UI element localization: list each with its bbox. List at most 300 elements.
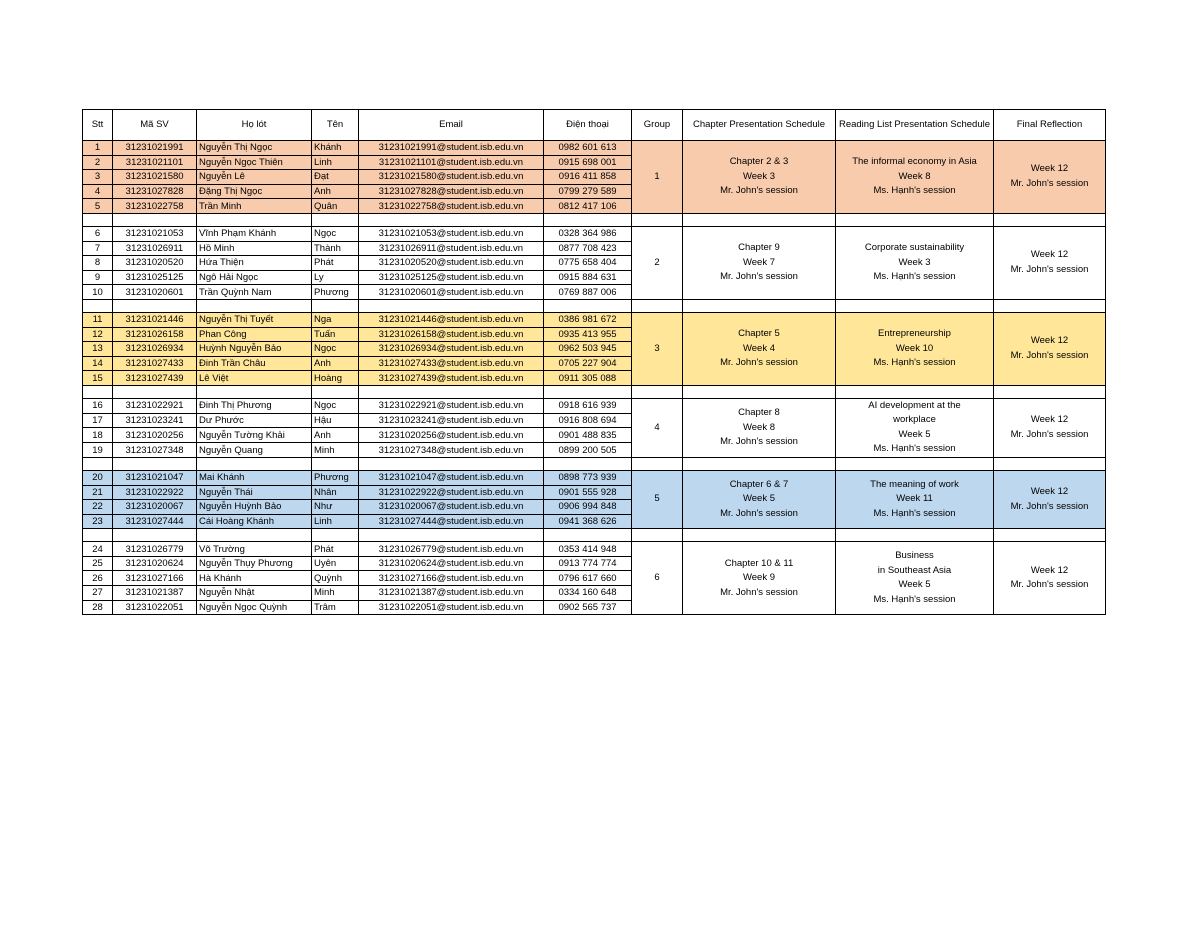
- student-id-cell: 31231023241: [113, 413, 197, 428]
- reading-schedule-cell-line: Week 5: [898, 579, 931, 591]
- student-id-cell: 31231022758: [113, 199, 197, 214]
- separator-cell: [994, 385, 1106, 398]
- ho-lot-cell: Nguyễn Quang: [197, 443, 312, 458]
- phone-cell: 0941 368 626: [544, 514, 632, 529]
- header-row: [83, 110, 1106, 141]
- stt-cell: 16: [83, 398, 113, 413]
- separator-cell: [197, 529, 312, 542]
- group-separator-row: [83, 385, 1106, 398]
- reading-schedule-cell: [836, 470, 994, 528]
- stt-cell: 5: [83, 199, 113, 214]
- phone-cell: 0911 305 088: [544, 371, 632, 386]
- ten-cell: Trâm: [312, 600, 359, 615]
- phone-cell: 0913 774 774: [544, 556, 632, 571]
- student-id-cell: 31231027433: [113, 356, 197, 371]
- table-row: [83, 542, 1106, 557]
- email-cell: 31231021387@student.isb.edu.vn: [359, 586, 544, 601]
- chapter-schedule-cell: [683, 542, 836, 615]
- ten-cell: Khánh: [312, 141, 359, 156]
- separator-cell: [83, 213, 113, 226]
- email-cell: 31231021047@student.isb.edu.vn: [359, 470, 544, 485]
- ten-cell: Anh: [312, 428, 359, 443]
- stt-cell: 22: [83, 500, 113, 515]
- separator-cell: [359, 457, 544, 470]
- email-cell: 31231021053@student.isb.edu.vn: [359, 226, 544, 241]
- separator-cell: [312, 457, 359, 470]
- email-cell: 31231022921@student.isb.edu.vn: [359, 398, 544, 413]
- phone-cell: 0705 227 904: [544, 356, 632, 371]
- phone-cell: 0906 994 848: [544, 500, 632, 515]
- phone-cell: 0334 160 648: [544, 586, 632, 601]
- chapter-schedule-cell-line: Chapter 10 & 11: [724, 557, 794, 569]
- ho-lot-cell: Đinh Trần Châu: [197, 356, 312, 371]
- ho-lot-cell: Ngô Hải Ngọc: [197, 270, 312, 285]
- stt-cell: 11: [83, 312, 113, 327]
- stt-cell: 20: [83, 470, 113, 485]
- separator-cell: [83, 299, 113, 312]
- final-reflection-cell-line: Mr. John's session: [1010, 349, 1089, 361]
- separator-cell: [994, 299, 1106, 312]
- ho-lot-cell: Nguyễn Thái: [197, 485, 312, 500]
- email-cell: 31231026934@student.isb.edu.vn: [359, 342, 544, 357]
- chapter-schedule-cell: [683, 470, 836, 528]
- ten-cell: Hậu: [312, 413, 359, 428]
- stt-cell: 7: [83, 241, 113, 256]
- ten-cell: Nhân: [312, 485, 359, 500]
- separator-cell: [683, 213, 836, 226]
- ten-cell: Tuấn: [312, 327, 359, 342]
- stt-cell: 8: [83, 256, 113, 271]
- ten-cell: Uyên: [312, 556, 359, 571]
- ho-lot-cell: Hà Khánh: [197, 571, 312, 586]
- ten-cell: Ngọc: [312, 342, 359, 357]
- separator-cell: [544, 529, 632, 542]
- chapter-schedule-cell-line: Mr. John's session: [720, 357, 798, 369]
- chapter-schedule-cell: [683, 226, 836, 299]
- chapter-schedule-cell-line: Week 5: [742, 493, 776, 505]
- stt-cell: 18: [83, 428, 113, 443]
- separator-cell: [544, 385, 632, 398]
- ho-lot-cell: Nguyễn Ngọc Quỳnh: [197, 600, 312, 615]
- reading-schedule-cell-line: Week 10: [895, 342, 934, 354]
- student-id-cell: 31231022922: [113, 485, 197, 500]
- header-ma-sv: Mã SV: [113, 110, 197, 141]
- email-cell: 31231022051@student.isb.edu.vn: [359, 600, 544, 615]
- student-id-cell: 31231027828: [113, 184, 197, 199]
- ho-lot-cell: Nguyễn Tường Khải: [197, 428, 312, 443]
- header-ten: Tên: [312, 110, 359, 141]
- separator-cell: [632, 213, 683, 226]
- reading-schedule-cell-line: in Southeast Asia: [877, 564, 952, 576]
- email-cell: 31231020067@student.isb.edu.vn: [359, 500, 544, 515]
- reading-schedule-cell-line: Week 11: [896, 493, 933, 505]
- ho-lot-cell: Trần Minh: [197, 199, 312, 214]
- reading-schedule-cell-line: Entrepreneurship: [878, 328, 951, 340]
- final-reflection-cell-line: Mr. John's session: [1010, 263, 1089, 275]
- ten-cell: Linh: [312, 514, 359, 529]
- separator-cell: [683, 385, 836, 398]
- separator-cell: [359, 213, 544, 226]
- chapter-schedule-cell-line: Week 8: [742, 421, 776, 433]
- student-id-cell: 31231021387: [113, 586, 197, 601]
- email-cell: 31231027433@student.isb.edu.vn: [359, 356, 544, 371]
- table-row: [83, 398, 1106, 413]
- header-email: Email: [359, 110, 544, 141]
- final-reflection-cell: [994, 542, 1106, 615]
- phone-cell: 0982 601 613: [544, 141, 632, 156]
- separator-cell: [359, 385, 544, 398]
- separator-cell: [683, 299, 836, 312]
- email-cell: 31231027348@student.isb.edu.vn: [359, 443, 544, 458]
- student-id-cell: 31231026911: [113, 241, 197, 256]
- final-reflection-cell-line: Week 12: [1030, 564, 1069, 576]
- ten-cell: Ngọc: [312, 226, 359, 241]
- ten-cell: Nga: [312, 312, 359, 327]
- reading-schedule-cell-line: Corporate sustainability: [864, 242, 965, 254]
- ten-cell: Quỳnh: [312, 571, 359, 586]
- chapter-schedule-cell-line: Chapter 5: [738, 328, 780, 340]
- group-number-cell: 4: [632, 398, 683, 457]
- group-separator-row: [83, 457, 1106, 470]
- student-id-cell: 31231020256: [113, 428, 197, 443]
- stt-cell: 25: [83, 556, 113, 571]
- phone-cell: 0769 887 006: [544, 285, 632, 300]
- separator-cell: [312, 385, 359, 398]
- phone-cell: 0916 411 858: [544, 170, 632, 185]
- reading-schedule-cell-line: workplace: [893, 414, 936, 426]
- group-number-cell: 3: [632, 312, 683, 385]
- reading-schedule-cell-line: Ms. Hạnh's session: [873, 593, 956, 605]
- stt-cell: 23: [83, 514, 113, 529]
- final-reflection-cell-line: Week 12: [1030, 249, 1069, 261]
- final-reflection-cell-line: Mr. John's session: [1010, 500, 1089, 512]
- email-cell: 31231026779@student.isb.edu.vn: [359, 542, 544, 557]
- separator-cell: [83, 385, 113, 398]
- phone-cell: 0916 808 694: [544, 413, 632, 428]
- separator-cell: [632, 529, 683, 542]
- phone-cell: 0328 364 986: [544, 226, 632, 241]
- email-cell: 31231021446@student.isb.edu.vn: [359, 312, 544, 327]
- ho-lot-cell: Trần Quỳnh Nam: [197, 285, 312, 300]
- final-reflection-cell: [994, 226, 1106, 299]
- separator-cell: [113, 299, 197, 312]
- header-group: Group: [632, 110, 683, 141]
- chapter-schedule-cell-line: Week 7: [742, 256, 776, 268]
- stt-cell: 24: [83, 542, 113, 557]
- reading-schedule-cell-line: Ms. Hạnh's session: [873, 507, 956, 519]
- ten-cell: Phát: [312, 256, 359, 271]
- header-reading-schedule: Reading List Presentation Schedule: [836, 110, 994, 141]
- chapter-schedule-cell-line: Week 9: [742, 572, 776, 584]
- chapter-schedule-cell-line: Mr. John's session: [720, 586, 798, 598]
- separator-cell: [994, 529, 1106, 542]
- separator-cell: [312, 213, 359, 226]
- ho-lot-cell: Nguyễn Lê: [197, 170, 312, 185]
- ho-lot-cell: Vĩnh Phạm Khánh: [197, 226, 312, 241]
- phone-cell: 0962 503 945: [544, 342, 632, 357]
- stt-cell: 4: [83, 184, 113, 199]
- separator-cell: [113, 213, 197, 226]
- separator-cell: [632, 457, 683, 470]
- group-separator-row: [83, 529, 1106, 542]
- final-reflection-cell-line: Mr. John's session: [1010, 428, 1089, 440]
- ho-lot-cell: Cái Hoàng Khánh: [197, 514, 312, 529]
- reading-schedule-cell: [836, 141, 994, 214]
- student-id-cell: 31231021580: [113, 170, 197, 185]
- email-cell: 31231020601@student.isb.edu.vn: [359, 285, 544, 300]
- ten-cell: Phát: [312, 542, 359, 557]
- ho-lot-cell: Đinh Thị Phương: [197, 398, 312, 413]
- separator-cell: [83, 529, 113, 542]
- ten-cell: Linh: [312, 155, 359, 170]
- table-body: [83, 141, 1106, 615]
- student-id-cell: 31231025125: [113, 270, 197, 285]
- reading-schedule-cell-line: Week 5: [898, 428, 931, 440]
- chapter-schedule-cell-line: Mr. John's session: [720, 436, 798, 448]
- email-cell: 31231020624@student.isb.edu.vn: [359, 556, 544, 571]
- email-cell: 31231026158@student.isb.edu.vn: [359, 327, 544, 342]
- email-cell: 31231021101@student.isb.edu.vn: [359, 155, 544, 170]
- separator-cell: [836, 385, 994, 398]
- reading-schedule-cell: [836, 226, 994, 299]
- ho-lot-cell: Nguyễn Thị Ngọc: [197, 141, 312, 156]
- ten-cell: Anh: [312, 356, 359, 371]
- reading-schedule-cell-line: Week 8: [898, 170, 931, 182]
- chapter-schedule-cell-line: Chapter 9: [738, 242, 780, 254]
- phone-cell: 0353 414 948: [544, 542, 632, 557]
- email-cell: 31231027444@student.isb.edu.vn: [359, 514, 544, 529]
- phone-cell: 0812 417 106: [544, 199, 632, 214]
- ho-lot-cell: Hứa Thiện: [197, 256, 312, 271]
- separator-cell: [312, 299, 359, 312]
- stt-cell: 1: [83, 141, 113, 156]
- separator-cell: [544, 299, 632, 312]
- separator-cell: [113, 529, 197, 542]
- ten-cell: Đạt: [312, 170, 359, 185]
- ho-lot-cell: Nguyễn Huỳnh Bảo: [197, 500, 312, 515]
- stt-cell: 13: [83, 342, 113, 357]
- reading-schedule-cell-line: Ms. Hạnh's session: [873, 357, 956, 369]
- email-cell: 31231027166@student.isb.edu.vn: [359, 571, 544, 586]
- student-id-cell: 31231026779: [113, 542, 197, 557]
- stt-cell: 14: [83, 356, 113, 371]
- student-id-cell: 31231022921: [113, 398, 197, 413]
- ten-cell: Phương: [312, 285, 359, 300]
- stt-cell: 9: [83, 270, 113, 285]
- reading-schedule-cell-line: Ms. Hạnh's session: [873, 443, 956, 455]
- student-id-cell: 31231027348: [113, 443, 197, 458]
- ho-lot-cell: Nguyễn Nhật: [197, 586, 312, 601]
- separator-cell: [836, 457, 994, 470]
- student-id-cell: 31231027444: [113, 514, 197, 529]
- email-cell: 31231027439@student.isb.edu.vn: [359, 371, 544, 386]
- phone-cell: 0898 773 939: [544, 470, 632, 485]
- student-id-cell: 31231020520: [113, 256, 197, 271]
- group-separator-row: [83, 299, 1106, 312]
- separator-cell: [632, 385, 683, 398]
- ten-cell: Ngọc: [312, 398, 359, 413]
- reading-schedule-cell: [836, 542, 994, 615]
- stt-cell: 6: [83, 226, 113, 241]
- final-reflection-cell: [994, 470, 1106, 528]
- ho-lot-cell: Phan Công: [197, 327, 312, 342]
- phone-cell: 0935 413 955: [544, 327, 632, 342]
- ho-lot-cell: Đặng Thị Ngọc: [197, 184, 312, 199]
- group-separator-row: [83, 213, 1106, 226]
- header-chapter-schedule: Chapter Presentation Schedule: [683, 110, 836, 141]
- group-number-cell: 6: [632, 542, 683, 615]
- email-cell: 31231022758@student.isb.edu.vn: [359, 199, 544, 214]
- student-id-cell: 31231020067: [113, 500, 197, 515]
- table-row: [83, 470, 1106, 485]
- reading-schedule-cell-line: Ms. Hạnh's session: [873, 271, 956, 283]
- ten-cell: Như: [312, 500, 359, 515]
- ten-cell: Minh: [312, 443, 359, 458]
- separator-cell: [113, 457, 197, 470]
- separator-cell: [197, 385, 312, 398]
- reading-schedule-cell: [836, 398, 994, 457]
- separator-cell: [836, 299, 994, 312]
- reading-schedule-cell-line: The meaning of work: [870, 478, 959, 490]
- final-reflection-cell-line: Mr. John's session: [1010, 177, 1089, 189]
- student-id-cell: 31231026158: [113, 327, 197, 342]
- email-cell: 31231025125@student.isb.edu.vn: [359, 270, 544, 285]
- stt-cell: 2: [83, 155, 113, 170]
- phone-cell: 0386 981 672: [544, 312, 632, 327]
- email-cell: 31231023241@student.isb.edu.vn: [359, 413, 544, 428]
- separator-cell: [312, 529, 359, 542]
- ten-cell: Quân: [312, 199, 359, 214]
- stt-cell: 21: [83, 485, 113, 500]
- stt-cell: 15: [83, 371, 113, 386]
- email-cell: 31231026911@student.isb.edu.vn: [359, 241, 544, 256]
- chapter-schedule-cell-line: Mr. John's session: [720, 185, 798, 197]
- separator-cell: [359, 529, 544, 542]
- student-id-cell: 31231026934: [113, 342, 197, 357]
- header-dien-thoai: Điện thoại: [544, 110, 632, 141]
- separator-cell: [683, 529, 836, 542]
- ho-lot-cell: Võ Trường: [197, 542, 312, 557]
- final-reflection-cell: [994, 141, 1106, 214]
- stt-cell: 28: [83, 600, 113, 615]
- email-cell: 31231022922@student.isb.edu.vn: [359, 485, 544, 500]
- table-row: [83, 226, 1106, 241]
- separator-cell: [836, 213, 994, 226]
- student-schedule-table: [82, 109, 1106, 615]
- stt-cell: 17: [83, 413, 113, 428]
- final-reflection-cell-line: Mr. John's session: [1010, 579, 1089, 591]
- table-row: [83, 141, 1106, 156]
- separator-cell: [544, 457, 632, 470]
- phone-cell: 0918 616 939: [544, 398, 632, 413]
- separator-cell: [836, 529, 994, 542]
- final-reflection-cell: [994, 312, 1106, 385]
- phone-cell: 0799 279 589: [544, 184, 632, 199]
- student-id-cell: 31231027439: [113, 371, 197, 386]
- chapter-schedule-cell-line: Mr. John's session: [720, 507, 798, 519]
- stt-cell: 26: [83, 571, 113, 586]
- ten-cell: Minh: [312, 586, 359, 601]
- reading-schedule-cell-line: Ms. Hạnh's session: [873, 185, 956, 197]
- chapter-schedule-cell-line: Chapter 6 & 7: [729, 478, 789, 490]
- ten-cell: Hoàng: [312, 371, 359, 386]
- ten-cell: Phương: [312, 470, 359, 485]
- student-id-cell: 31231021047: [113, 470, 197, 485]
- stt-cell: 12: [83, 327, 113, 342]
- ten-cell: Thành: [312, 241, 359, 256]
- chapter-schedule-cell: [683, 398, 836, 457]
- table-row: [83, 312, 1106, 327]
- chapter-schedule-cell-line: Chapter 2 & 3: [729, 156, 789, 168]
- stt-cell: 3: [83, 170, 113, 185]
- phone-cell: 0796 617 660: [544, 571, 632, 586]
- phone-cell: 0915 698 001: [544, 155, 632, 170]
- student-id-cell: 31231020601: [113, 285, 197, 300]
- phone-cell: 0775 658 404: [544, 256, 632, 271]
- ho-lot-cell: Huỳnh Nguyễn Bảo: [197, 342, 312, 357]
- final-reflection-cell: [994, 398, 1106, 457]
- reading-schedule-cell-line: Business: [895, 550, 934, 562]
- separator-cell: [113, 385, 197, 398]
- header-stt: Stt: [83, 110, 113, 141]
- header-final-reflection: Final Reflection: [994, 110, 1106, 141]
- email-cell: 31231021991@student.isb.edu.vn: [359, 141, 544, 156]
- final-reflection-cell-line: Week 12: [1030, 335, 1069, 347]
- reading-schedule-cell-line: The informal economy in Asia: [852, 156, 977, 168]
- student-id-cell: 31231020624: [113, 556, 197, 571]
- email-cell: 31231027828@student.isb.edu.vn: [359, 184, 544, 199]
- ho-lot-cell: Hồ Minh: [197, 241, 312, 256]
- email-cell: 31231021580@student.isb.edu.vn: [359, 170, 544, 185]
- final-reflection-cell-line: Week 12: [1030, 414, 1069, 426]
- email-cell: 31231020256@student.isb.edu.vn: [359, 428, 544, 443]
- group-number-cell: 2: [632, 226, 683, 299]
- separator-cell: [683, 457, 836, 470]
- student-id-cell: 31231021991: [113, 141, 197, 156]
- separator-cell: [359, 299, 544, 312]
- chapter-schedule-cell-line: Week 4: [742, 342, 776, 354]
- student-id-cell: 31231021053: [113, 226, 197, 241]
- phone-cell: 0915 884 631: [544, 270, 632, 285]
- separator-cell: [83, 457, 113, 470]
- separator-cell: [197, 299, 312, 312]
- reading-schedule-cell: [836, 312, 994, 385]
- chapter-schedule-cell-line: Chapter 8: [738, 407, 780, 419]
- final-reflection-cell-line: Week 12: [1030, 163, 1069, 175]
- ho-lot-cell: Nguyễn Thụy Phương: [197, 556, 312, 571]
- ten-cell: Ly: [312, 270, 359, 285]
- phone-cell: 0902 565 737: [544, 600, 632, 615]
- separator-cell: [544, 213, 632, 226]
- ten-cell: Anh: [312, 184, 359, 199]
- phone-cell: 0899 200 505: [544, 443, 632, 458]
- ho-lot-cell: Nguyễn Ngọc Thiên: [197, 155, 312, 170]
- separator-cell: [197, 213, 312, 226]
- ho-lot-cell: Lê Việt: [197, 371, 312, 386]
- ho-lot-cell: Nguyễn Thị Tuyết: [197, 312, 312, 327]
- stt-cell: 10: [83, 285, 113, 300]
- phone-cell: 0901 555 928: [544, 485, 632, 500]
- chapter-schedule-cell: [683, 141, 836, 214]
- group-number-cell: 1: [632, 141, 683, 214]
- group-number-cell: 5: [632, 470, 683, 528]
- separator-cell: [994, 213, 1106, 226]
- separator-cell: [632, 299, 683, 312]
- separator-cell: [994, 457, 1106, 470]
- phone-cell: 0877 708 423: [544, 241, 632, 256]
- student-id-cell: 31231022051: [113, 600, 197, 615]
- phone-cell: 0901 488 835: [544, 428, 632, 443]
